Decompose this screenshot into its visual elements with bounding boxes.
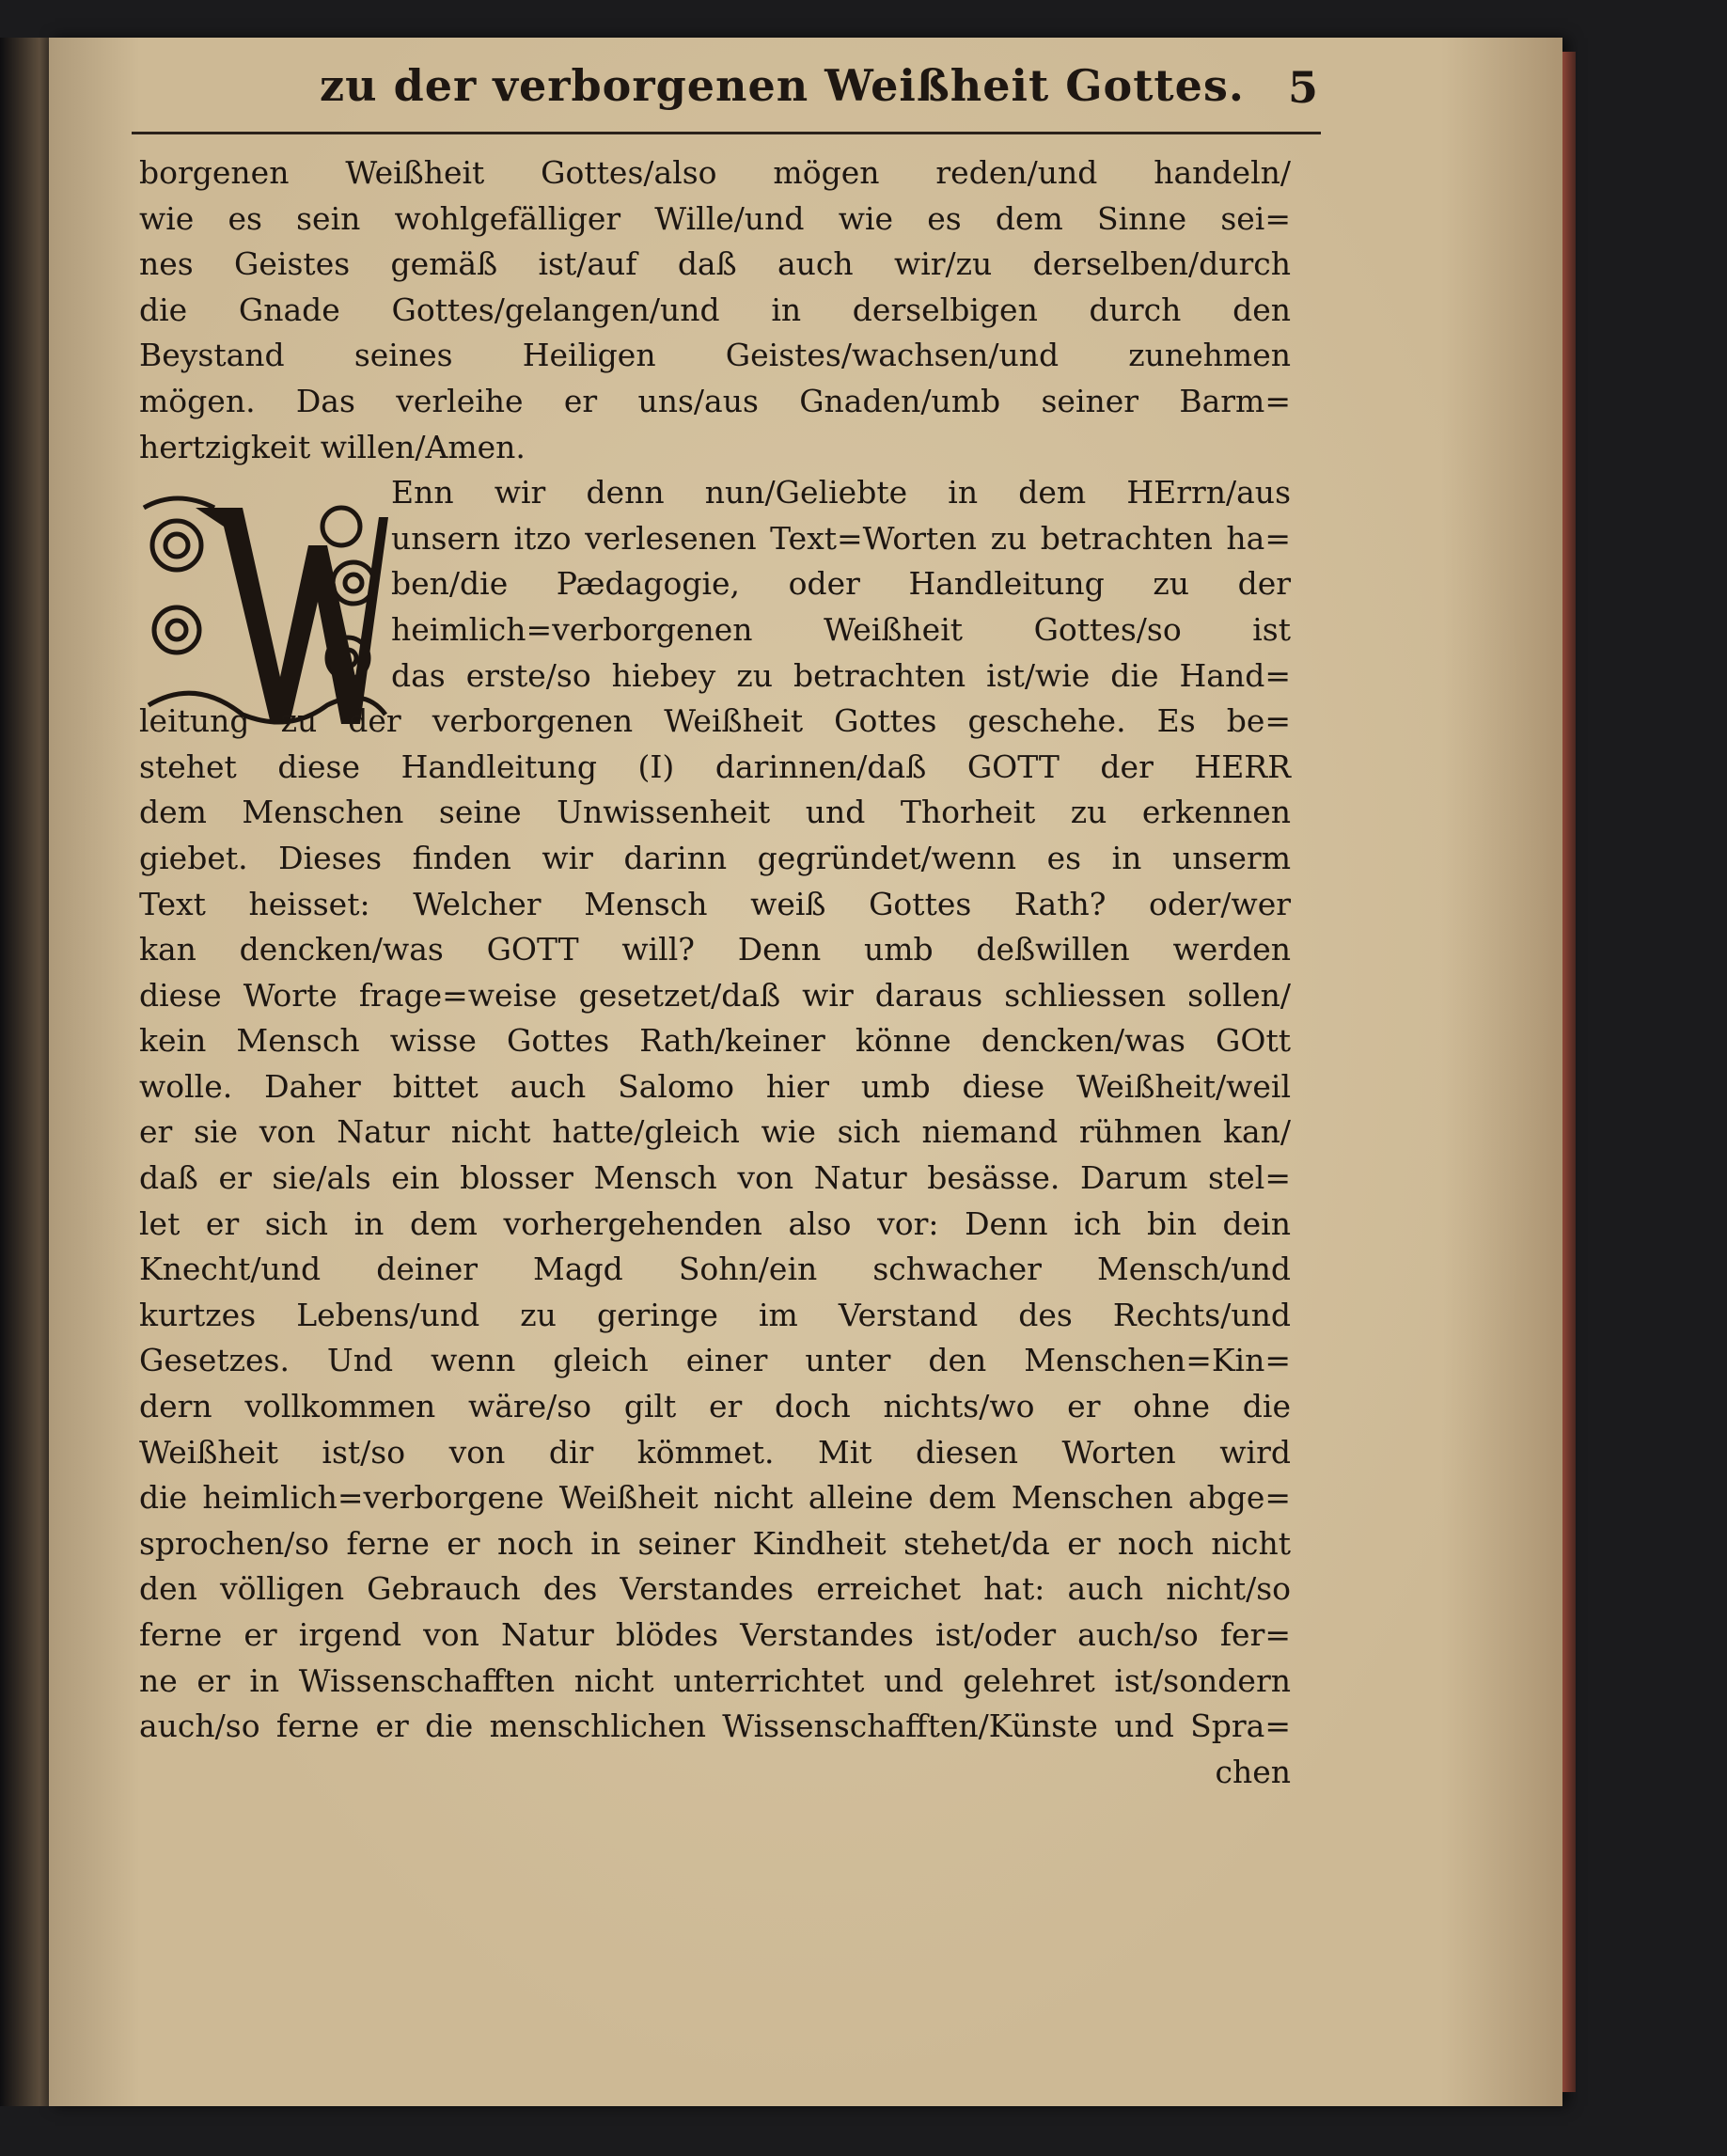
text-line: mögen. Das verleihe er uns/aus Gnaden/umb seiner Barm= (139, 382, 1291, 419)
text-line: dem Menschen seine Unwissenheit und Thorheit zu erkennen (139, 794, 1291, 831)
text-line: Beystand seines Heiligen Geistes/wachsen/und zunehmen (139, 337, 1291, 374)
header-rule (132, 132, 1321, 134)
text-line: wie es sein wohlgefälliger Wille/und wie es dem Sinne sei= (139, 199, 1291, 237)
text-line: Enn wir denn nun/Geliebte in dem HErrn/aus (391, 474, 1291, 511)
running-title: zu der verborgenen Weißheit Gottes. (320, 60, 1245, 111)
text-line: sprochen/so ferne er noch in seiner Kindheit stehet/da er noch nicht (139, 1524, 1291, 1562)
text-line: ferne er irgend von Natur blödes Verstandes ist/oder auch/so fer= (139, 1616, 1291, 1653)
text-line: wolle. Daher bittet auch Salomo hier umb diese Weißheit/weil (139, 1067, 1291, 1105)
text-line: stehet diese Handleitung (I) darinnen/daß GOTT der HERR (139, 748, 1291, 785)
text-line: dern vollkommen wäre/so gilt er doch nichts/wo er ohne die (139, 1388, 1291, 1425)
text-line: leitung zu der verborgenen Weißheit Gottes geschehe. Es be= (139, 702, 1291, 740)
text-line: ben/die Pædagogie, oder Handleitung zu der (391, 565, 1291, 603)
text-line: nes Geistes gemäß ist/auf daß auch wir/zu derselben/durch (139, 245, 1291, 283)
page-number: 5 (1287, 62, 1318, 113)
text-line: heimlich=verborgenen Weißheit Gottes/so ist (391, 610, 1291, 648)
body-text (139, 150, 1291, 1795)
text-line: diese Worte frage=weise gesetzet/daß wir daraus schliessen sollen/ (139, 976, 1291, 1014)
text-line: Weißheit ist/so von dir kömmet. Mit diesen Worten wird (139, 1433, 1291, 1471)
page-header (132, 58, 1318, 124)
text-line: das erste/so hiebey zu betrachten ist/wie die Hand= (391, 656, 1291, 694)
previous-page-edge (0, 38, 56, 2106)
text-line: daß er sie/als ein blosser Mensch von Natur besässe. Darum stel= (139, 1159, 1291, 1197)
text-line: ne er in Wissenschafften nicht unterrichtet und gelehret ist/sondern (139, 1661, 1291, 1699)
text-line: Text heisset: Welcher Mensch weiß Gottes Rath? oder/wer (139, 885, 1291, 922)
text-line: die heimlich=verborgene Weißheit nicht alleine dem Menschen abge= (139, 1479, 1291, 1517)
text-line: borgenen Weißheit Gottes/also mögen reden/und handeln/ (139, 154, 1291, 191)
text-line: giebet. Dieses finden wir darinn gegründet/wenn es in unserm (139, 839, 1291, 876)
text-line: hertzigkeit willen/Amen. (139, 428, 526, 465)
text-line: er sie von Natur nicht hatte/gleich wie sich niemand rühmen kan/ (139, 1113, 1291, 1151)
text-line: den völligen Gebrauch des Verstandes erreichet hat: auch nicht/so (139, 1570, 1291, 1608)
catchword: chen (1215, 1753, 1291, 1790)
page-edge (1562, 52, 1576, 2092)
text-line: let er sich in dem vorhergehenden also vor: Denn ich bin dein (139, 1204, 1291, 1242)
text-line: auch/so ferne er die menschlichen Wissenschafften/Künste und Spra= (139, 1707, 1291, 1745)
text-line: kan dencken/was GOTT will? Denn umb deßwillen werden (139, 931, 1291, 968)
text-line: Gesetzes. Und wenn gleich einer unter den Menschen=Kin= (139, 1342, 1291, 1379)
text-line: kein Mensch wisse Gottes Rath/keiner könne dencken/was GOtt (139, 1022, 1291, 1060)
text-line: unsern itzo verlesenen Text=Worten zu betrachten ha= (391, 519, 1291, 557)
text-line: kurtzes Lebens/und zu geringe im Verstand des Rechts/und (139, 1296, 1291, 1333)
text-line: die Gnade Gottes/gelangen/und in derselbigen durch den (139, 291, 1291, 328)
text-line: Knecht/und deiner Magd Sohn/ein schwacher Mensch/und (139, 1251, 1291, 1288)
